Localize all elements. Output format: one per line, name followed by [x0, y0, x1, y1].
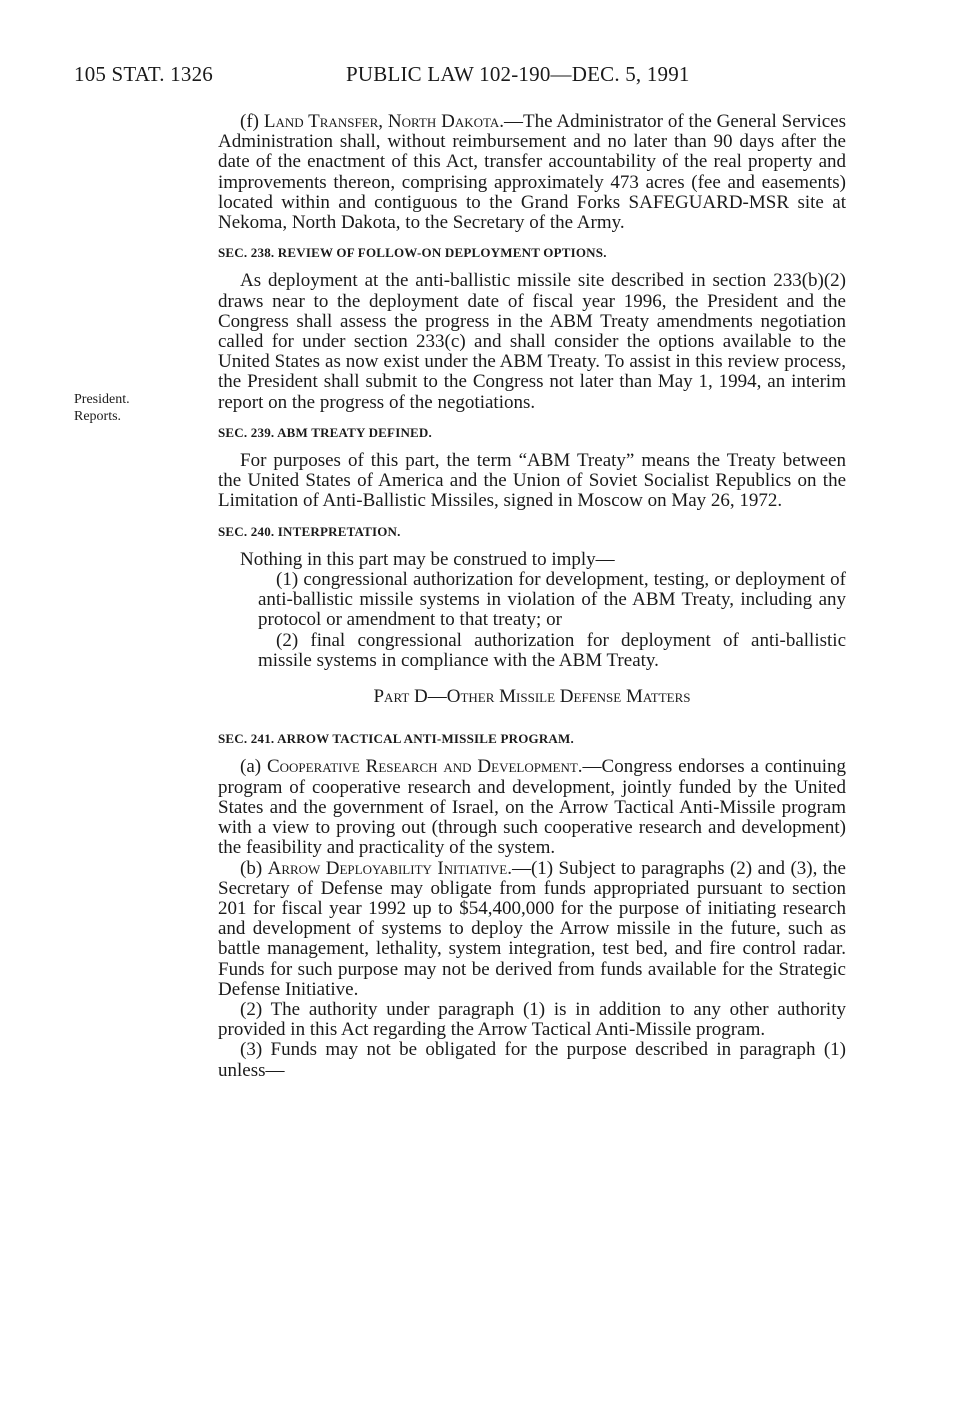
paragraph-heading: Land Transfer, North Dakota. — [263, 111, 505, 132]
margin-note-president: President. — [74, 392, 130, 407]
subsection-heading: Cooperative Research and Development. — [266, 756, 583, 778]
paragraph-text: —The Administrator of the General Services Administration shall, without reimbursement and no later than 90 days after the date of the enactment of this Act, transfer accountability of the real property and improvements thereon, comprising approximately 473 acres (fee and easements) located within and contiguous to the Grand Forks SAFEGUARD-MSR site at Nekoma, North Dakota, to the Secretary of the Army. — [218, 111, 846, 234]
law-citation: PUBLIC LAW 102-190—DEC. 5, 1991 — [346, 62, 690, 86]
section-238-text: As deployment at the anti-ballistic missile site described in section 233(b)(2) draws near to the deployment date of fiscal year 1996, the President and the Congress shall assess the progress in the ABM Treaty amendments negotiation called for under section 233(c) and shall consider the options available to the United States as now exist under the ABM Treaty. To assist in this review process, the President shall submit to the Congress not later than May 1, 1994, an interim report on the progress of the negotiations. — [218, 270, 846, 413]
subsection-label: (b) — [240, 857, 268, 879]
section-241-b — [218, 859, 846, 1000]
part-d-heading: Part D—Other Missile Defense Matters — [373, 686, 691, 708]
section-239-heading: SEC. 239. ABM TREATY DEFINED. — [218, 424, 432, 440]
subsection-text: —Congress endorses a continuing program of cooperative research and development, jointly funded by the United States and the government of Israel, on the Arrow Tactical Anti-Missile program with a view to proving out (through such cooperative research and development) the feasibility and practicality of the system. — [218, 756, 847, 859]
section-241-heading: SEC. 241. ARROW TACTICAL ANTI-MISSILE PROGRAM. — [218, 731, 574, 747]
section-240-item-1: (1) congressional authorization for development, testing, or deployment of anti-ballistic missile systems in violation of the ABM Treaty, including any protocol or amendment to that treaty; or — [258, 569, 846, 631]
subsection-heading: Arrow Deployability Initiative. — [267, 857, 512, 879]
stat-citation: 105 STAT. 1326 — [74, 62, 213, 86]
section-241-a — [218, 757, 846, 858]
section-240-intro: Nothing in this part may be construed to imply— — [240, 548, 615, 570]
document-body — [218, 112, 846, 1081]
margin-notes — [74, 391, 130, 425]
subsection-text: —(1) Subject to paragraphs (2) and (3), the Secretary of Defense may obligate from funds appropriated pursuant to section 201 for fiscal year 1992 up to $54,400,000 for the purpose of initiating research and development of systems to deploy the Arrow missile in the future, such as battle management, lethality, system integration, test bed, and fire control radar. Funds for such purpose may not be derived from funds available for the Strategic Defense Initiative. — [218, 857, 846, 1000]
margin-note-reports: Reports. — [74, 409, 122, 424]
section-241-b2: (2) The authority under paragraph (1) is in addition to any other authority provided in this Act regarding the Arrow Tactical Anti-Missile program. — [218, 998, 846, 1041]
section-241-b3: (3) Funds may not be obligated for the purpose described in paragraph (1) unless— — [218, 1039, 846, 1081]
paragraph-f — [218, 112, 846, 233]
section-240-heading: SEC. 240. INTERPRETATION. — [218, 523, 401, 539]
section-239-text: For purposes of this part, the term “ABM Treaty” means the Treaty between the United States of America and the Union of Soviet Socialist Republics on the Limitation of Anti-Ballistic Missiles, signed in Moscow on May 26, 1972. — [218, 450, 846, 512]
section-240-item-2: (2) final congressional authorization for deployment of anti-ballistic missile systems in compliance with the ABM Treaty. — [258, 629, 846, 671]
paragraph-label: (f) — [240, 111, 264, 132]
section-238-heading: SEC. 238. REVIEW OF FOLLOW-ON DEPLOYMENT OPTIONS. — [218, 245, 607, 261]
subsection-label: (a) — [240, 756, 267, 778]
